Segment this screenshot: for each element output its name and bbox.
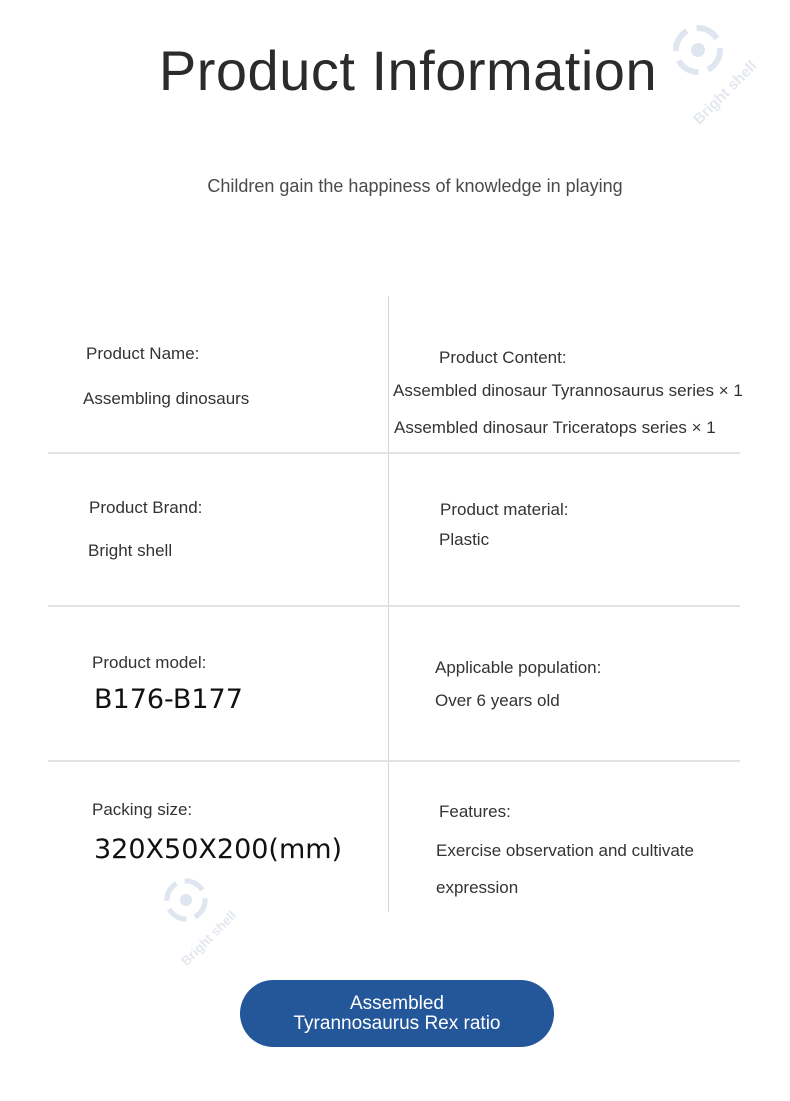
packing-size-value: 320X50X200(mm) <box>94 834 343 865</box>
product-material-label: Product material: <box>440 500 569 519</box>
product-brand-label: Product Brand: <box>89 498 203 517</box>
row-divider-3 <box>48 760 740 762</box>
page-title: Product Information <box>158 39 658 102</box>
product-content-label: Product Content: <box>439 348 567 367</box>
row-divider-1 <box>48 452 740 454</box>
row-divider-2 <box>48 605 740 607</box>
column-divider <box>388 296 389 912</box>
product-brand-value: Bright shell <box>88 541 173 560</box>
packing-size-label: Packing size: <box>92 800 193 819</box>
product-model-label: Product model: <box>92 653 207 672</box>
product-material-value: Plastic <box>439 530 490 549</box>
product-content-line-2: Assembled dinosaur Triceratops series × 1 <box>394 418 716 437</box>
product-name-value: Assembling dinosaurs <box>83 389 250 408</box>
button-line-1: Assembled <box>350 992 444 1014</box>
watermark-top <box>668 20 768 129</box>
watermark-text: Bright shell <box>690 57 761 129</box>
features-label: Features: <box>439 802 511 821</box>
page-subtitle: Children gain the happiness of knowledge in playing <box>207 176 623 196</box>
watermark-text: Bright shell <box>178 907 240 969</box>
button-line-2: Tyrannosaurus Rex ratio <box>293 1012 501 1034</box>
bright-shell-logo-icon <box>668 20 728 80</box>
watermark-bottom <box>160 874 260 974</box>
applicable-population-value: Over 6 years old <box>435 691 560 710</box>
features-line-1: Exercise observation and cultivate <box>436 841 694 860</box>
tyrannosaurus-ratio-button[interactable] <box>240 980 554 1047</box>
bright-shell-logo-icon <box>160 874 212 926</box>
applicable-population-label: Applicable population: <box>435 658 602 677</box>
product-content-line-1: Assembled dinosaur Tyrannosaurus series × 1 <box>393 381 743 400</box>
product-model-value: B176-B177 <box>94 684 243 715</box>
product-name-label: Product Name: <box>86 344 200 363</box>
features-line-2: expression <box>436 878 519 897</box>
